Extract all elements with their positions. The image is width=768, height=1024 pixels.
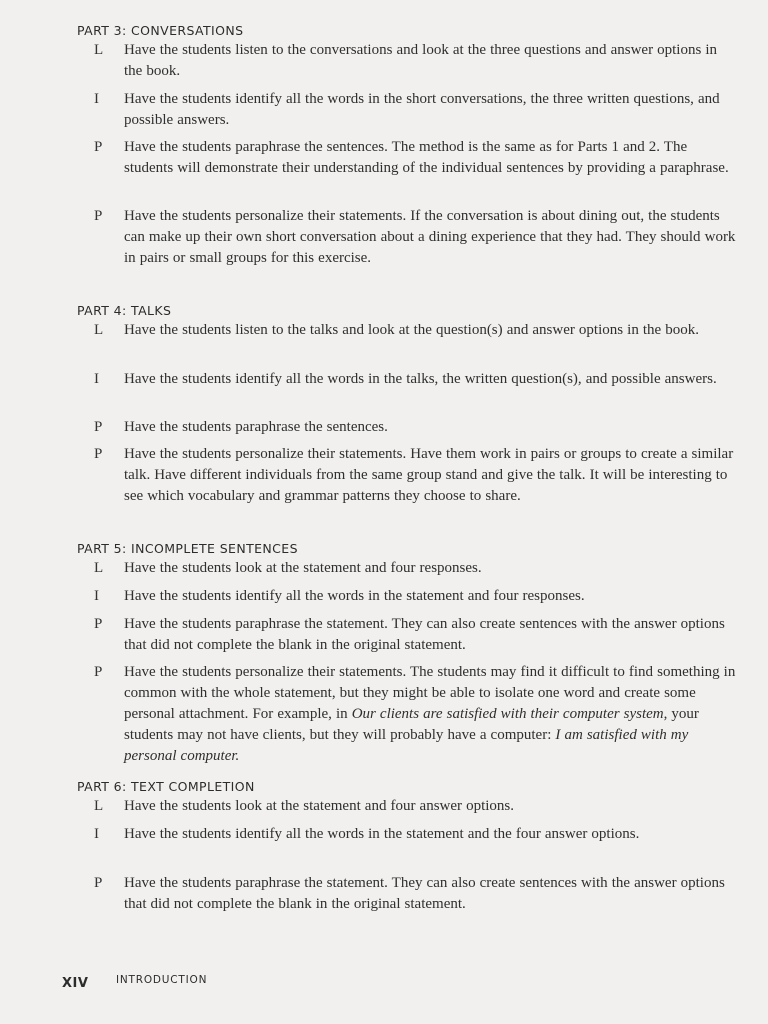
example-sentence-italic: Our clients are satisfied with their computer system <box>351 706 664 722</box>
item-text: Have the students listen to the talks and look at the question(s) and answer options in the book. <box>124 322 699 338</box>
item-text: Have the students look at the statement and four responses. <box>124 560 482 576</box>
item-text: Have the students paraphrase the statement. They can also create sentences with the answer options that did not complete the blank in the original statement. <box>124 616 725 653</box>
item-letter: P <box>94 419 103 435</box>
example-response-italic: I am satisfied with my personal computer. <box>124 727 689 764</box>
item-text: Have the students identify all the words in the statement and the four answer options. <box>124 826 640 842</box>
page-footer <box>62 972 208 991</box>
item-letter: I <box>94 826 99 842</box>
section-heading: PART 3: CONVERSATIONS <box>77 23 244 38</box>
item-text-middle: , your students may not have clients, but they will probably have a computer: <box>124 706 699 743</box>
item-text: Have the students look at the statement and four answer options. <box>124 798 514 814</box>
item-letter: P <box>94 208 103 224</box>
item-letter: I <box>94 371 99 387</box>
item-letter: P <box>94 875 103 891</box>
page-number: XIV <box>62 976 89 991</box>
item-text: Have the students paraphrase the sentences. <box>124 419 388 435</box>
item-text: Have the students personalize their statements. If the conversation is about dining out, the students can make up their own short conversation about a dining experience that they had. They should work in pairs or small groups for this exercise. <box>124 208 736 266</box>
section-heading: PART 6: TEXT COMPLETION <box>77 779 255 794</box>
item-text: Have the students identify all the words in the short conversations, the three written questions, and possible answers. <box>124 91 720 128</box>
item-text: Have the students paraphrase the statement. They can also create sentences with the answer options that did not complete the blank in the original statement. <box>124 875 725 912</box>
item-text: Have the students paraphrase the sentences. The method is the same as for Parts 1 and 2. The students will demonstrate their understanding of the individual sentences by providing a paraphrase. <box>124 139 729 176</box>
section-heading: PART 4: TALKS <box>77 303 172 318</box>
item-text-start: Have the students personalize their statements. The students may find it difficult to find something in common with the whole statement, but they might be able to isolate one word and create some personal attachment. For example, in <box>124 664 736 722</box>
item-letter: P <box>94 446 103 462</box>
item-text <box>124 662 736 767</box>
item-text: Have the students identify all the words in the talks, the written question(s), and possible answers. <box>124 371 717 387</box>
item-letter: L <box>94 42 104 58</box>
item-letter: P <box>94 616 103 632</box>
section-heading: PART 5: INCOMPLETE SENTENCES <box>77 541 298 556</box>
item-text: Have the students identify all the words in the statement and four responses. <box>124 588 585 604</box>
item-letter: P <box>94 664 103 680</box>
item-text: Have the students personalize their statements. Have them work in pairs or groups to create a similar talk. Have different individuals from the same group stand and give the talk. It will be interesting to see which vocabulary and grammar patterns they choose to share. <box>124 446 734 504</box>
item-letter: L <box>94 798 104 814</box>
item-letter: P <box>94 139 103 155</box>
item-letter: L <box>94 560 104 576</box>
footer-label: INTRODUCTION <box>116 974 208 986</box>
item-text: Have the students listen to the conversations and look at the three questions and answer options in the book. <box>124 42 718 79</box>
item-letter: I <box>94 91 99 107</box>
item-letter: I <box>94 588 99 604</box>
item-letter: L <box>94 322 104 338</box>
